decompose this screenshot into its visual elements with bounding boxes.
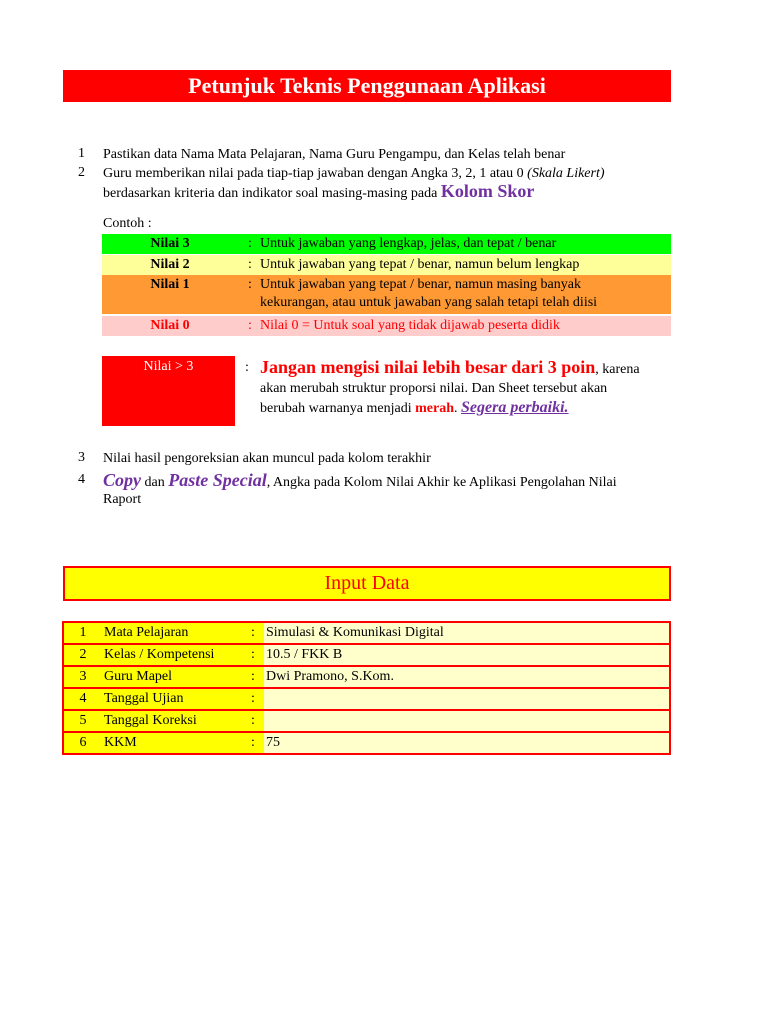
- nilai-row: [102, 316, 671, 336]
- step-text-part: berdasarkan kriteria dan indikator soal masing-masing pada: [103, 186, 441, 201]
- field-label: Kelas / Kompetensi: [102, 644, 242, 666]
- colon: :: [242, 688, 264, 710]
- step-text: Pastikan data Nama Mata Pelajaran, Nama Guru Pengampu, dan Kelas telah benar: [103, 147, 566, 162]
- table-row: [63, 666, 670, 688]
- colon: :: [248, 257, 252, 272]
- page-title: Petunjuk Teknis Penggunaan Aplikasi: [63, 70, 671, 102]
- nilai-desc: kekurangan, atau untuk jawaban yang salah tetapi telah diisi: [260, 295, 598, 310]
- step-text-part: , Angka pada Kolom Nilai Akhir ke Aplikasi Pengolahan Nilai: [266, 475, 617, 490]
- nilai-row: [102, 255, 671, 275]
- step-number: 2: [78, 165, 85, 180]
- warning-box: [102, 356, 235, 426]
- field-value[interactable]: 10.5 / FKK B: [264, 644, 670, 666]
- field-value[interactable]: Dwi Pramono, S.Kom.: [264, 666, 670, 688]
- warning-text: akan merubah struktur proporsi nilai. Dan Sheet tersebut akan: [260, 381, 608, 396]
- nilai-row: [102, 275, 671, 314]
- table-row: [63, 732, 670, 754]
- colon: :: [248, 318, 252, 333]
- table-row: [63, 644, 670, 666]
- field-value[interactable]: [264, 710, 670, 732]
- nilai-desc: Untuk jawaban yang tepat / benar, namun masing banyak: [260, 277, 581, 292]
- nilai-label: Nilai 2: [150, 257, 190, 272]
- row-number: 1: [63, 622, 102, 644]
- nilai-desc: Untuk jawaban yang tepat / benar, namun belum lengkap: [260, 257, 580, 272]
- copy-text: Copy: [103, 470, 141, 490]
- step-text: Raport: [103, 492, 142, 507]
- field-value[interactable]: 75: [264, 732, 670, 754]
- contoh-label: Contoh :: [103, 216, 152, 231]
- colon: :: [242, 622, 264, 644]
- step-text: Nilai hasil pengoreksian akan muncul pada kolom terakhir: [103, 451, 431, 466]
- merah-text: merah: [415, 401, 454, 416]
- nilai-label: Nilai 3: [150, 236, 190, 251]
- nilai-label: Nilai 1: [150, 277, 190, 292]
- field-value[interactable]: Simulasi & Komunikasi Digital: [264, 622, 670, 644]
- step-text: [103, 183, 683, 202]
- colon: :: [242, 666, 264, 688]
- field-label: Mata Pelajaran: [102, 622, 242, 644]
- step-text-part: Guru memberikan nilai pada tiap-tiap jawaban dengan Angka 3, 2, 1 atau 0: [103, 166, 528, 181]
- row-number: 2: [63, 644, 102, 666]
- colon: :: [248, 236, 252, 251]
- colon: :: [245, 360, 249, 375]
- step-text: [103, 472, 683, 491]
- colon: :: [242, 710, 264, 732]
- warning-text-part: berubah warnanya menjadi: [260, 401, 416, 416]
- warning-emphasis: Jangan mengisi nilai lebih besar dari 3 poin: [260, 357, 596, 377]
- nilai-desc: Nilai 0 = Untuk soal yang tidak dijawab peserta didik: [260, 318, 560, 333]
- colon: :: [248, 277, 252, 292]
- row-number: 3: [63, 666, 102, 688]
- warning-text-part: .: [454, 401, 461, 416]
- step-text-part: dan: [141, 475, 169, 490]
- paste-special-text: Paste Special: [168, 470, 267, 490]
- row-number: 4: [63, 688, 102, 710]
- input-data-title: Input Data: [63, 566, 671, 601]
- field-value[interactable]: [264, 688, 670, 710]
- field-label: KKM: [102, 732, 242, 754]
- nilai-desc: Untuk jawaban yang lengkap, jelas, dan tepat / benar: [260, 236, 557, 251]
- step-text-italic: (Skala Likert): [527, 166, 605, 181]
- warning-text-part: , karena: [595, 362, 640, 377]
- table-row: [63, 688, 670, 710]
- step-number: 1: [78, 146, 85, 161]
- kolom-skor-highlight: Kolom Skor: [440, 181, 535, 201]
- step-text: [103, 165, 683, 182]
- table-row: [63, 710, 670, 732]
- field-label: Tanggal Koreksi: [102, 710, 242, 732]
- colon: :: [242, 644, 264, 666]
- warning-label: Nilai > 3: [143, 359, 194, 374]
- nilai-row: [102, 234, 671, 254]
- nilai-label: Nilai 0: [150, 318, 190, 333]
- row-number: 6: [63, 732, 102, 754]
- step-number: 4: [78, 472, 85, 487]
- warning-text: [260, 359, 680, 378]
- colon: :: [242, 732, 264, 754]
- step-number: 3: [78, 450, 85, 465]
- segera-perbaiki-text: Segera perbaiki.: [461, 399, 569, 416]
- input-data-table: [62, 621, 671, 755]
- table-row: [63, 622, 670, 644]
- field-label: Tanggal Ujian: [102, 688, 242, 710]
- row-number: 5: [63, 710, 102, 732]
- warning-text: [260, 399, 680, 417]
- field-label: Guru Mapel: [102, 666, 242, 688]
